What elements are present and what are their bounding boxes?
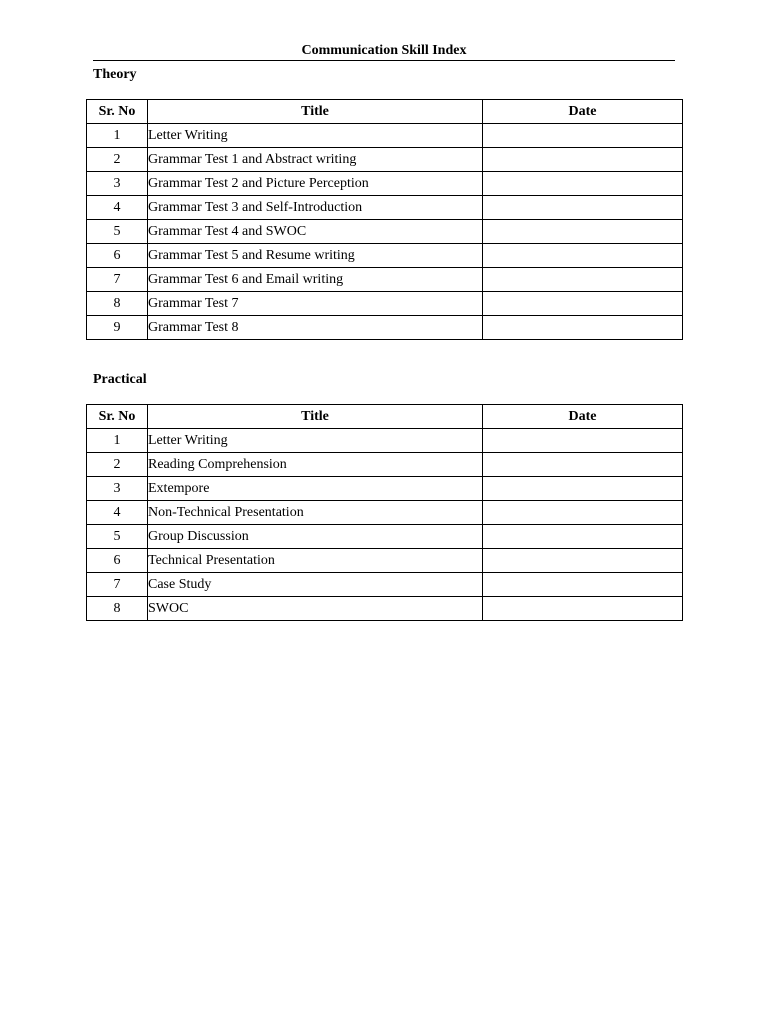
title-cell: Case Study — [148, 573, 483, 597]
date-cell[interactable] — [483, 148, 683, 172]
table-row — [87, 573, 683, 597]
title-cell: Grammar Test 2 and Picture Perception — [148, 172, 483, 196]
practical-heading: Practical — [93, 372, 147, 387]
table-row — [87, 244, 683, 268]
date-cell[interactable] — [483, 525, 683, 549]
date-header: Date — [483, 100, 683, 124]
date-cell[interactable] — [483, 220, 683, 244]
sr-no-header: Sr. No — [87, 405, 148, 429]
table-row — [87, 501, 683, 525]
table-row — [87, 477, 683, 501]
sr-no-cell: 8 — [87, 597, 148, 621]
date-header: Date — [483, 405, 683, 429]
title-cell: SWOC — [148, 597, 483, 621]
title-cell: Grammar Test 4 and SWOC — [148, 220, 483, 244]
sr-no-cell: 6 — [87, 549, 148, 573]
title-cell: Grammar Test 1 and Abstract writing — [148, 148, 483, 172]
table-row — [87, 429, 683, 453]
date-cell[interactable] — [483, 292, 683, 316]
table-header-row — [87, 100, 683, 124]
table-row — [87, 268, 683, 292]
page-title: Communication Skill Index — [93, 43, 675, 61]
date-cell[interactable] — [483, 429, 683, 453]
sr-no-header: Sr. No — [87, 100, 148, 124]
sr-no-cell: 6 — [87, 244, 148, 268]
title-cell: Grammar Test 5 and Resume writing — [148, 244, 483, 268]
table-row — [87, 453, 683, 477]
date-cell[interactable] — [483, 268, 683, 292]
date-cell[interactable] — [483, 172, 683, 196]
table-row — [87, 172, 683, 196]
sr-no-cell: 7 — [87, 268, 148, 292]
table-row — [87, 597, 683, 621]
title-cell: Reading Comprehension — [148, 453, 483, 477]
table-row — [87, 196, 683, 220]
title-cell: Extempore — [148, 477, 483, 501]
date-cell[interactable] — [483, 501, 683, 525]
title-cell: Letter Writing — [148, 429, 483, 453]
title-header: Title — [148, 405, 483, 429]
sr-no-cell: 7 — [87, 573, 148, 597]
title-cell: Non-Technical Presentation — [148, 501, 483, 525]
date-cell[interactable] — [483, 597, 683, 621]
table-row — [87, 316, 683, 340]
title-cell: Group Discussion — [148, 525, 483, 549]
sr-no-cell: 9 — [87, 316, 148, 340]
date-cell[interactable] — [483, 477, 683, 501]
title-cell: Grammar Test 6 and Email writing — [148, 268, 483, 292]
date-cell[interactable] — [483, 124, 683, 148]
table-row — [87, 525, 683, 549]
date-cell[interactable] — [483, 244, 683, 268]
date-cell[interactable] — [483, 196, 683, 220]
sr-no-cell: 8 — [87, 292, 148, 316]
practical-table — [86, 404, 683, 621]
title-header: Title — [148, 100, 483, 124]
table-row — [87, 549, 683, 573]
table-row — [87, 124, 683, 148]
sr-no-cell: 4 — [87, 501, 148, 525]
date-cell[interactable] — [483, 573, 683, 597]
title-cell: Technical Presentation — [148, 549, 483, 573]
title-cell: Grammar Test 3 and Self-Introduction — [148, 196, 483, 220]
table-row — [87, 220, 683, 244]
sr-no-cell: 1 — [87, 429, 148, 453]
sr-no-cell: 5 — [87, 220, 148, 244]
title-cell: Grammar Test 7 — [148, 292, 483, 316]
sr-no-cell: 1 — [87, 124, 148, 148]
sr-no-cell: 2 — [87, 148, 148, 172]
table-row — [87, 292, 683, 316]
title-cell: Grammar Test 8 — [148, 316, 483, 340]
theory-table — [86, 99, 683, 340]
sr-no-cell: 5 — [87, 525, 148, 549]
date-cell[interactable] — [483, 549, 683, 573]
table-row — [87, 148, 683, 172]
sr-no-cell: 3 — [87, 477, 148, 501]
table-header-row — [87, 405, 683, 429]
sr-no-cell: 3 — [87, 172, 148, 196]
title-cell: Letter Writing — [148, 124, 483, 148]
date-cell[interactable] — [483, 453, 683, 477]
theory-heading: Theory — [93, 67, 137, 82]
sr-no-cell: 2 — [87, 453, 148, 477]
sr-no-cell: 4 — [87, 196, 148, 220]
date-cell[interactable] — [483, 316, 683, 340]
